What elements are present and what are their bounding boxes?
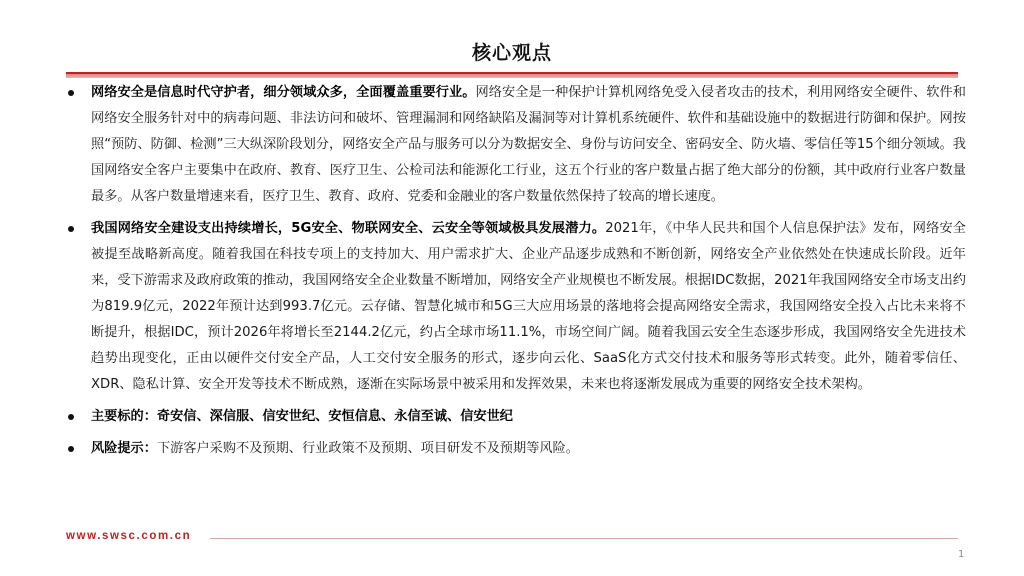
bullet-heading: 我国网络安全建设支出持续增长，5G安全、物联网安全、云安全等领域极具发展潜力。 bbox=[91, 221, 606, 236]
page-title: 核心观点 bbox=[471, 42, 552, 64]
footer-url: www.swsc.com.cn bbox=[66, 530, 192, 542]
bullet-dot-icon bbox=[68, 226, 74, 232]
title-divider bbox=[66, 72, 958, 78]
bullet-dot-icon bbox=[68, 446, 74, 452]
bullet-item bbox=[66, 80, 966, 210]
bullet-heading: 主要标的：奇安信、深信服、信安世纪、安恒信息、永信至诚、信安世纪 bbox=[91, 409, 513, 424]
footer-divider bbox=[210, 538, 958, 539]
bullet-heading: 网络安全是信息时代守护者，细分领域众多，全面覆盖重要行业。 bbox=[91, 85, 476, 100]
content-area bbox=[66, 80, 966, 468]
bullet-item bbox=[66, 216, 966, 398]
bullet-dot-icon bbox=[68, 414, 74, 420]
bullet-text: 下游客户采购不及预期、行业政策不及预期、项目研发不及预期等风险。 bbox=[156, 441, 579, 456]
bullet-text: 网络安全是一种保护计算机网络免受入侵者攻击的技术，利用网络安全硬件、软件和网络安全服务针对中的病毒问题、非法访问和破坏、管理漏洞和网络缺陷及漏洞等对计算机系统硬件、软件和基础设施中的数据进行防御和保护。网按照“预防、防御、检测”三大纵深阶段划分，网络安全产品与服务可以分为数据安全、身份与访问安全、密码安全、防火墙、零信任等15个细分领域。我国网络安全客户主要集中在政府、教育、医疗卫生、公检司法和能源化工行业，这五个行业的客户数量占据了绝大部分的份额，其中政府行业客户数量最多。从客户数量增速来看，医疗卫生、教育、政府、党委和金融业的客户数量依然保持了较高的增长速度。 bbox=[91, 85, 966, 204]
bullet-dot-icon bbox=[68, 90, 74, 96]
page-number: 1 bbox=[958, 549, 965, 560]
bullet-text: 2021年，《中华人民共和国个人信息保护法》发布，网络安全被提至战略新高度。随着我国在科技专项上的支持加大、用户需求扩大、企业产品逐步成熟和不断创新，网络安全产业依然处在快速成长阶段。近年来，受下游需求及政府政策的推动，我国网络安全企业数量不断增加，网络安全产业规模也不断发展。根据IDC数据，2021年我国网络安全市场支出约为819.9亿元，2022年预计达到993.7亿元。云存储、智慧化城市和5G三大应用场景的落地将会提高网络安全需求，我国网络安全投入占比未来将不断提升，根据IDC，预计2026年将增长至2144.2亿元，约占全球市场11.1%，市场空间广阔。随着我国云安全生态逐步形成，我国网络安全先进技术趋势出现变化，正由以硬件交付安全产品，人工交付安全服务的形式，逐步向云化、SaaS化方式交付技术和服务等形式转变。此外，随着零信任、XDR、隐私计算、安全开发等技术不断成熟，逐渐在实际场景中被采用和发挥效果，未来也将逐渐发展成为重要的网络安全技术架构。 bbox=[91, 221, 966, 392]
bullet-heading: 风险提示： bbox=[91, 441, 157, 456]
bullet-item bbox=[66, 436, 966, 462]
bullet-item bbox=[66, 404, 966, 430]
